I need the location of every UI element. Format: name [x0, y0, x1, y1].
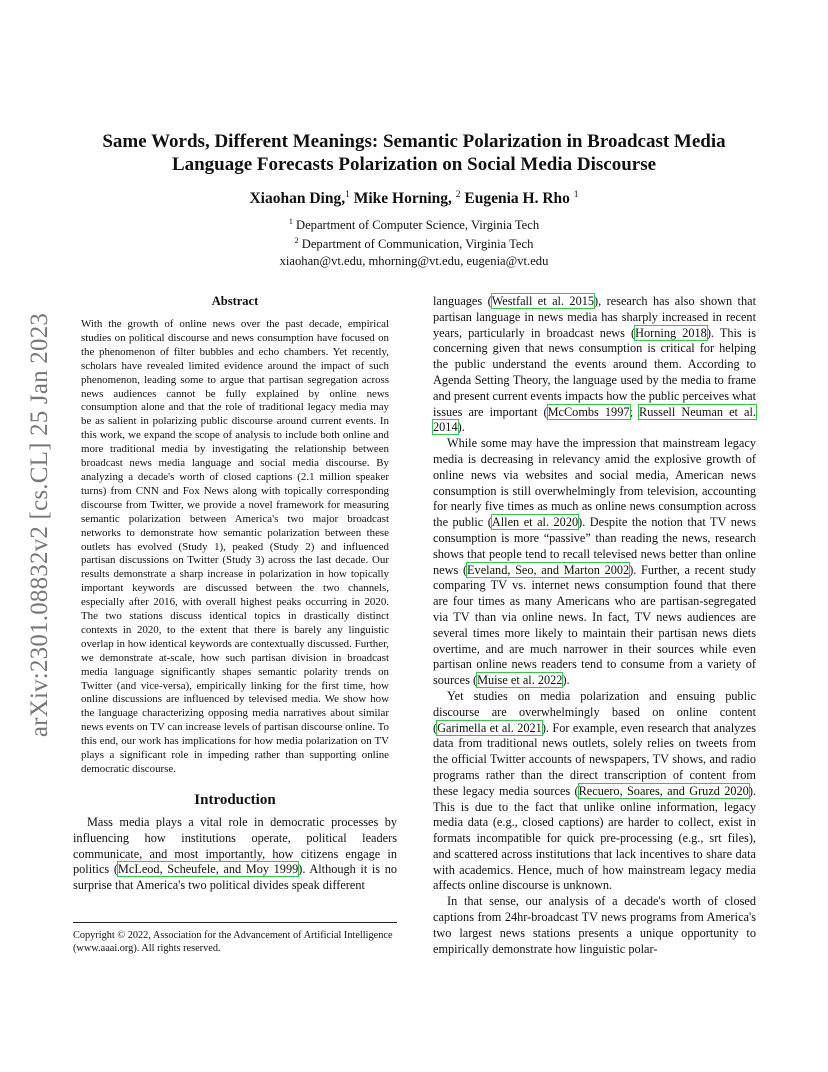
author-name: Xiaohan Ding, [249, 190, 346, 208]
citation-link[interactable]: Garimella et al. 2021 [437, 720, 542, 735]
body-paragraph: In that sense, our analysis of a decade's worth of closed captions from 24hr-broadcast TV news programs from America's two largest news stations presents a unique opportunity to empirically demonstrate how linguistic polar- [433, 894, 756, 956]
introduction-heading: Introduction [194, 791, 276, 808]
abstract-heading: Abstract [211, 294, 259, 308]
citation-link[interactable]: Eveland, Seo, and Marton 2002 [467, 562, 630, 577]
abstract-text: With the growth of online news over the past decade, empirical studies on political discourse and news consumption have focused on the phenomenon of filter bubbles and echo chambers. Yet recently, scholars have revealed limited evidence around the impact of such phenomenon, leading some to argue that partisan segregation across news audiences cannot be fully explained by online news consumption alone and that the role of traditional legacy media may be as salient in polarizing public discourse around current events. In this work, we expand the scope of analysis to include both online and more traditional media by investigating the relationship between broadcast news media language and social media discourse. By analyzing a decade's worth of closed captions (2.1 million speaker turns) from CNN and Fox News along with topically corresponding discourse from Twitter, we provide a novel framework for measuring semantic polarization between America's two major broadcast networks to demonstrate how semantic polarization between these outlets has evolved (Study 1), peaked (Study 2) and influenced partisan discussions on Twitter (Study 3) across the last decade. Our results demonstrate a sharp increase in polarization in how topically important keywords are discussed between the two channels, especially after 2016, with overall highest peaks occurring in 2020. The two stations discuss identical topics in drastically distinct contexts in 2020, to the extent that there is barely any linguistic overlap in how identical keywords are contextually discussed. Further, we demonstrate at-scale, how such partisan division in broadcast media language significantly shapes semantic polarity trends on Twitter (and vice-versa), empirically linking for the first time, how online discussions are influenced by televised media. We show how the language characterizing opposing media narratives about similar news events on TV can increase levels of partisan discourse online. To this end, our work has implications for how media polarization on TV plays a significant role in impeding rather than supporting online democratic discourse. [81, 318, 389, 775]
citation-link[interactable]: McCombs 1997 [547, 404, 630, 419]
citation-link[interactable]: McLeod, Scheufele, and Moy 1999 [117, 862, 299, 877]
intro-paragraph: Mass media plays a vital role in democratic processes by influencing how institutions operate, political leaders communicate, and most importantly, how citizens engage in politics (McLeod, Scheufele, and Moy 1999). Although it is no surprise that America's two political divides speak different [73, 814, 397, 893]
paper-title [70, 130, 758, 176]
author-emails: xiaohan@vt.edu, mhorning@vt.edu, eugenia@vt.edu [279, 253, 549, 268]
author-name: Mike Horning, [353, 190, 452, 208]
left-column [73, 294, 397, 894]
affiliation-2: $^2$ Department of Communication, Virginia Tech [294, 236, 534, 252]
body-paragraph: Yet studies on media polarization and ensuing public discourse are overwhelmingly based on online content (Garimella et al. 2021). For example, even research that analyzes data from traditional news outlets, solely relies on tweets from the official Twitter accounts of newspapers, TV shows, and radio programs rather than the direct transcription of content from these legacy media sources (Recuero, Soares, and Gruzd 2020). This is due to the fact that unlike online information, legacy media data (e.g., closed captions) are harder to collect, exist in formats incompatible for quick pre-processing (e.g., srt files), and scattered across institutions that lack incentives to share data with academics. Hence, much of how mainstream legacy media affects online discourse is unknown. [433, 688, 756, 893]
right-column [433, 294, 756, 957]
paper-header [70, 130, 758, 269]
body-paragraph: While some may have the impression that mainstream legacy media is decreasing in relevancy amid the explosive growth of online news via websites and social media, American news consumption is still overwhelmingly from television, accounting for nearly five times as much as online news consumption across the public (Allen et al. 2020). Despite the notion that TV news consumption is more “passive” than reading the news, research shows that people tend to recall televised news better than online news (Eveland, Seo, and Marton 2002). Further, a recent study comparing TV vs. internet news consumption found that there are four times as many Americans who are partisan-segregated via TV than via online news. In fact, TV news audiences are several times more likely to maintain their partisan news diets overtime, and are much narrower in their sources while even partisan online news readers tend to consume from a variety of sources (Muise et al. 2022). [433, 436, 756, 688]
citation-link[interactable]: Westfall et al. 2015 [491, 294, 595, 308]
affiliations [70, 214, 758, 268]
body-paragraph: languages (Westfall et al. 2015), research has also shown that partisan language in news media has sharply increased in recent years, particularly in broadcast news (Horning 2018). This is concerning given that news consumption is critical for helping the public understand the events around them. According to Agenda Setting Theory, the language used by the media to frame and present current events impacts how the public perceives what issues are important (McCombs 1997; Russell Neuman et al. 2014). [433, 294, 756, 435]
title-line-1: Same Words, Different Meanings: Semantic Polarization in Broadcast Media [102, 131, 726, 152]
author-affil-mark: 2 [455, 190, 461, 200]
copyright-footnote: Copyright © 2022, Association for the Advancement of Artificial Intelligence (www.aaai.org). All rights reserved. [73, 922, 397, 955]
citation-link[interactable]: Recuero, Soares, and Gruzd 2020 [578, 783, 749, 798]
affiliation-1: $^1$ Department of Computer Science, Virginia Tech [288, 217, 540, 233]
citation-link[interactable]: Muise et al. 2022 [477, 673, 563, 688]
author-list [70, 190, 758, 208]
citation-link[interactable]: Allen et al. 2020 [491, 515, 579, 530]
citation-link[interactable]: Horning 2018 [635, 325, 707, 340]
citation-link[interactable]: Russell Neuman et al. 2014 [433, 404, 756, 435]
title-line-2: Language Forecasts Polarization on Social Media Discourse [171, 154, 657, 175]
author-affil-mark: 1 [573, 190, 579, 200]
author-name: Eugenia H. Rho [464, 190, 570, 208]
author-affil-mark: 1 [345, 190, 350, 200]
arxiv-identifier: arXiv:2301.08832v2 [cs.CL] 25 Jan 2023 [26, 312, 53, 738]
